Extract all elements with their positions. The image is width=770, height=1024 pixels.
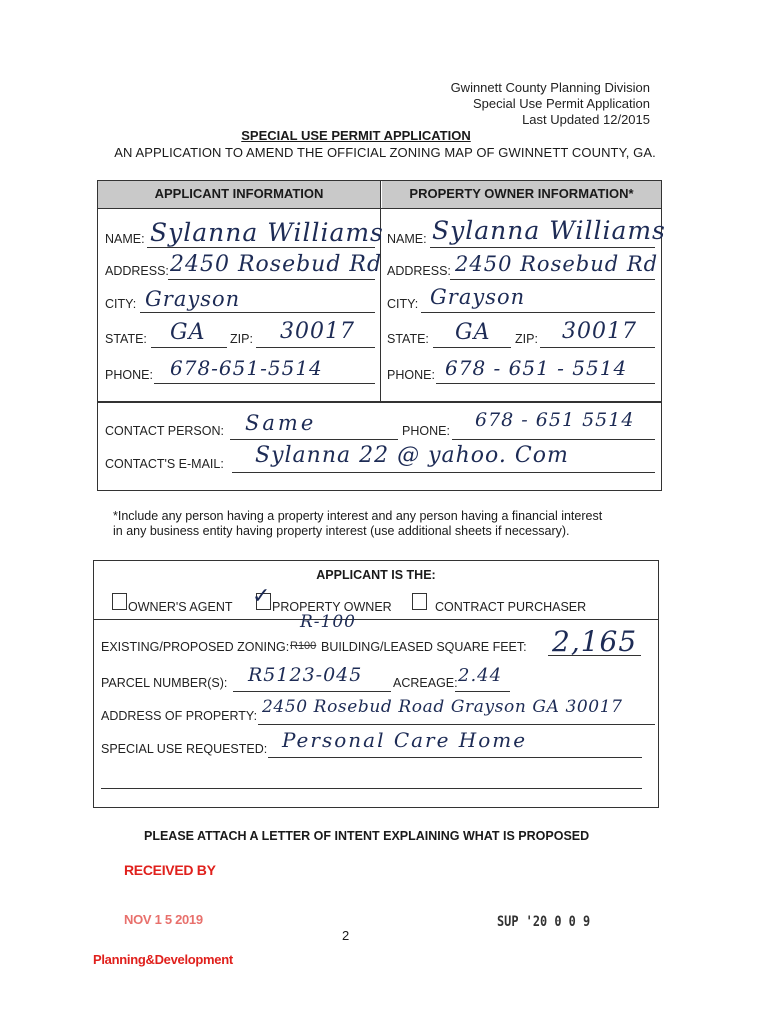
acreage-label: ACREAGE:	[393, 676, 458, 690]
owner-phone-value: 678 - 651 - 5514	[445, 356, 628, 380]
applicant-address-line	[168, 279, 375, 280]
property-address-line	[258, 724, 655, 725]
planning-development-stamp: Planning&Development	[93, 952, 233, 967]
applicant-zip-label: ZIP:	[230, 332, 253, 346]
contact-phone-value: 678 - 651 5514	[475, 409, 635, 431]
special-use-line	[268, 757, 642, 758]
applicant-phone-line	[154, 383, 375, 384]
applicant-state-line	[151, 347, 227, 348]
contact-person-label: CONTACT PERSON:	[105, 424, 224, 438]
applicant-city-label: CITY:	[105, 297, 137, 311]
contract-purchaser-label: CONTRACT PURCHASER	[435, 600, 587, 614]
attach-letter-note: PLEASE ATTACH A LETTER OF INTENT EXPLAINING WHAT IS PROPOSED	[144, 829, 590, 843]
property-owner-label: PROPERTY OWNER	[272, 600, 392, 614]
applicant-name-label: NAME:	[105, 232, 145, 246]
applicant-name-line	[147, 247, 375, 248]
contact-person-value: Same	[245, 411, 317, 435]
applicant-name-value: Sylanna Williams	[150, 218, 384, 247]
owner-city-label: CITY:	[387, 297, 419, 311]
owner-name-label: NAME:	[387, 232, 427, 246]
division-name: Gwinnett County Planning Division	[450, 80, 650, 95]
column-divider	[380, 180, 381, 403]
last-updated: Last Updated 12/2015	[522, 112, 650, 127]
parcel-line	[233, 691, 391, 692]
acreage-value: 2.44	[458, 665, 503, 686]
footnote-line-1: *Include any person having a property interest and any person having a financial interest	[113, 509, 603, 523]
applicant-is-heading: APPLICANT IS THE:	[316, 568, 436, 582]
special-use-label: SPECIAL USE REQUESTED:	[101, 742, 268, 756]
owner-state-label: STATE:	[387, 332, 429, 346]
special-use-value: Personal Care Home	[282, 728, 528, 752]
applicant-city-value: Grayson	[145, 287, 241, 311]
check-mark-icon: ✓	[252, 584, 272, 609]
case-number-stamp: SUP '20 0 0 9	[497, 914, 591, 930]
contact-email-line	[232, 472, 655, 473]
property-address-label: ADDRESS OF PROPERTY:	[101, 709, 258, 723]
received-date-stamp: NOV 1 5 2019	[124, 912, 203, 927]
owners-agent-label: OWNER'S AGENT	[128, 600, 233, 614]
page-number: 2	[342, 928, 350, 943]
applicant-address-label: ADDRESS:	[105, 264, 169, 278]
owner-city-value: Grayson	[430, 285, 526, 309]
zoning-label: EXISTING/PROPOSED ZONING:	[101, 640, 290, 654]
applicant-zip-value: 30017	[280, 319, 355, 344]
owner-state-value: GA	[455, 320, 491, 345]
contact-person-line	[230, 439, 398, 440]
property-address-value: 2450 Rosebud Road Grayson GA 30017	[262, 697, 623, 717]
applicant-phone-label: PHONE:	[105, 368, 153, 382]
parcel-value: R5123-045	[248, 664, 363, 686]
applicant-state-label: STATE:	[105, 332, 147, 346]
owner-name-value: Sylanna Williams	[432, 216, 666, 245]
owner-state-line	[433, 347, 511, 348]
applicant-address-value: 2450 Rosebud Rd	[170, 252, 383, 277]
sqft-label: BUILDING/LEASED SQUARE FEET:	[321, 640, 527, 654]
zoning-value: R-100	[300, 612, 356, 632]
footnote-line-2: in any business entity having property interest (use additional sheets if necessary).	[113, 524, 570, 538]
applicant-city-line	[140, 312, 375, 313]
owner-city-line	[421, 312, 655, 313]
zoning-struck-value: R100	[290, 640, 317, 652]
page-subtitle: AN APPLICATION TO AMEND THE OFFICIAL ZONING MAP OF GWINNETT COUNTY, GA.	[114, 145, 656, 160]
page-title: SPECIAL USE PERMIT APPLICATION	[241, 128, 471, 143]
contact-email-value: Sylanna 22 @ yahoo. Com	[255, 443, 569, 468]
owner-info-heading: PROPERTY OWNER INFORMATION*	[382, 181, 661, 208]
applicant-state-value: GA	[170, 320, 206, 345]
form-name: Special Use Permit Application	[472, 96, 650, 111]
acreage-line	[455, 691, 510, 692]
owner-phone-label: PHONE:	[387, 368, 435, 382]
owner-zip-line	[540, 347, 655, 348]
sqft-value: 2,165	[552, 625, 638, 658]
contact-phone-line	[452, 439, 655, 440]
contact-email-label: CONTACT'S E-MAIL:	[105, 457, 224, 471]
blank-line	[101, 788, 642, 789]
applicant-zip-line	[256, 347, 375, 348]
owners-agent-checkbox[interactable]	[112, 593, 127, 610]
parcel-label: PARCEL NUMBER(S):	[101, 676, 228, 690]
property-divider	[93, 619, 659, 620]
applicant-info-heading: APPLICANT INFORMATION	[98, 181, 380, 208]
owner-address-line	[450, 279, 655, 280]
owner-zip-value: 30017	[562, 319, 637, 344]
owner-address-label: ADDRESS:	[387, 264, 451, 278]
owner-phone-line	[436, 383, 655, 384]
received-stamp: RECEIVED BY	[124, 862, 216, 878]
owner-address-value: 2450 Rosebud Rd	[455, 252, 659, 276]
owner-name-line	[430, 247, 655, 248]
contract-purchaser-checkbox[interactable]	[412, 593, 427, 610]
contact-phone-label: PHONE:	[402, 424, 450, 438]
applicant-phone-value: 678-651-5514	[170, 356, 323, 380]
owner-zip-label: ZIP:	[515, 332, 538, 346]
